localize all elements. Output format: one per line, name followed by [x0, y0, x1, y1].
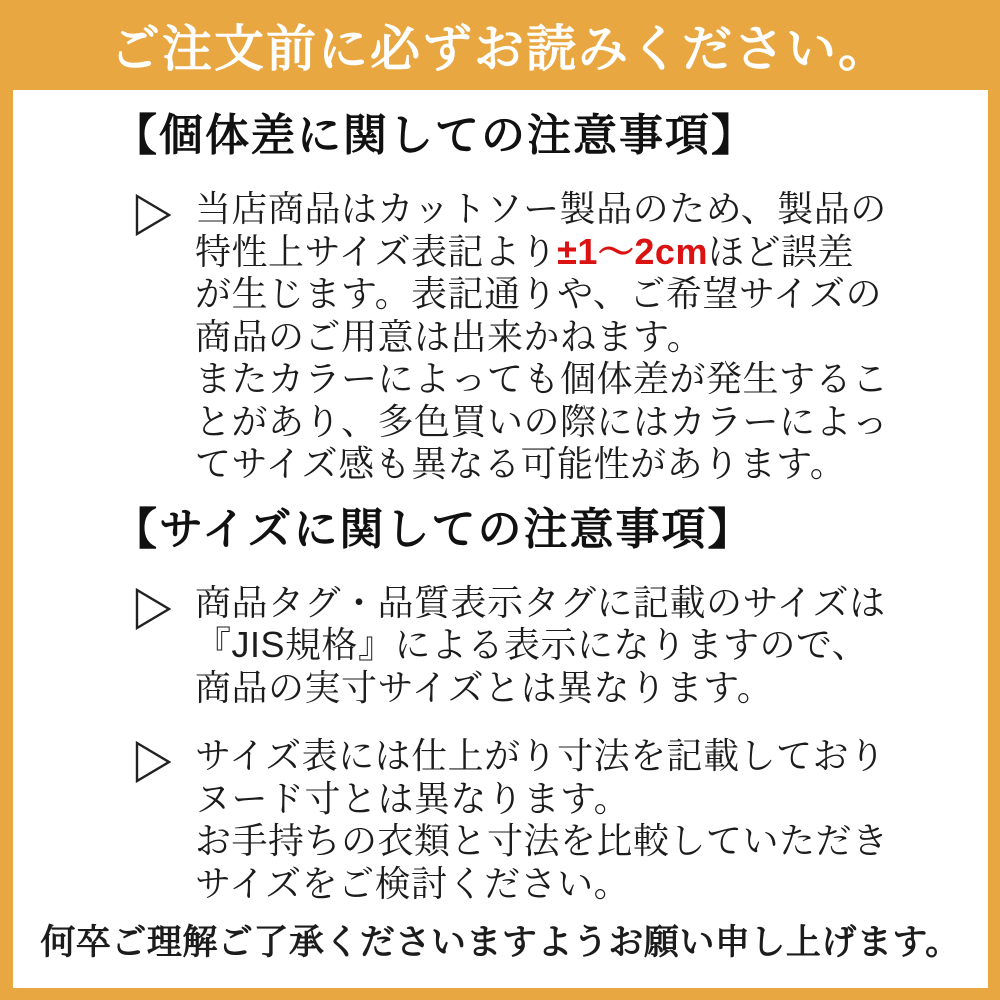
notice-line — [195, 231, 988, 274]
line-segment: ほど誤差 — [707, 230, 854, 272]
banner-title: ご注文前に必ずお読みください。 — [110, 21, 890, 77]
notice-line: 『JIS規格』による表示になりますので、 — [195, 624, 869, 665]
notice-line: サイズ表には仕上がり寸法を記載しており — [195, 735, 886, 776]
notice-item-individual-difference — [135, 188, 988, 486]
tolerance-highlight-text: ±1〜2cm — [557, 230, 708, 272]
notice-line: お手持ちの衣類と寸法を比較していただき — [195, 820, 889, 861]
heading-highlighted-text: サイズに関しての注意事項 — [159, 504, 708, 554]
heading-bracket-open: 【 — [113, 504, 159, 554]
notice-line: サイズをご検討ください。 — [195, 862, 631, 904]
top-banner — [0, 0, 1000, 90]
heading-bracket-close: 】 — [711, 111, 757, 160]
notice-line: とがあり、多色買いの際にはカラーによっ — [195, 400, 889, 442]
content-area — [13, 90, 988, 988]
notice-line: 商品タグ・品質表示タグに記載のサイズは — [195, 581, 886, 623]
heading-bracket-open: 【 — [113, 111, 159, 160]
notice-item-size-table — [135, 735, 988, 905]
triangle-bullet-icon — [135, 588, 171, 630]
triangle-bullet-icon — [135, 741, 171, 783]
notice-line: 当店商品はカットソー製品のため、製品の — [195, 188, 887, 229]
notice-line: が生じます。表記通りや、ご希望サイズの — [195, 273, 883, 314]
footer-request-text: 何卒ご理解ご了承くださいますようお願い申し上げます。 — [40, 923, 961, 962]
notice-item-size-tag — [135, 582, 988, 710]
notice-line: 商品の実寸サイズとは異なります。 — [195, 666, 774, 708]
triangle-bullet-icon — [135, 194, 171, 236]
section-heading-individual-difference — [113, 110, 988, 162]
notice-line: 商品のご用意は出来かねます。 — [195, 315, 704, 357]
heading-highlighted-text: 個体差に関しての注意事項 — [159, 111, 711, 160]
notice-line: てサイズ感も異なる可能性があります。 — [195, 443, 847, 484]
notice-line: ヌード寸とは異なります。 — [195, 777, 631, 819]
heading-bracket-close: 】 — [707, 504, 754, 554]
notice-line: またカラーによっても個体差が発生するこ — [195, 358, 889, 399]
section-heading-size — [113, 504, 988, 556]
line-segment: 特性上サイズ表記より — [195, 230, 558, 272]
